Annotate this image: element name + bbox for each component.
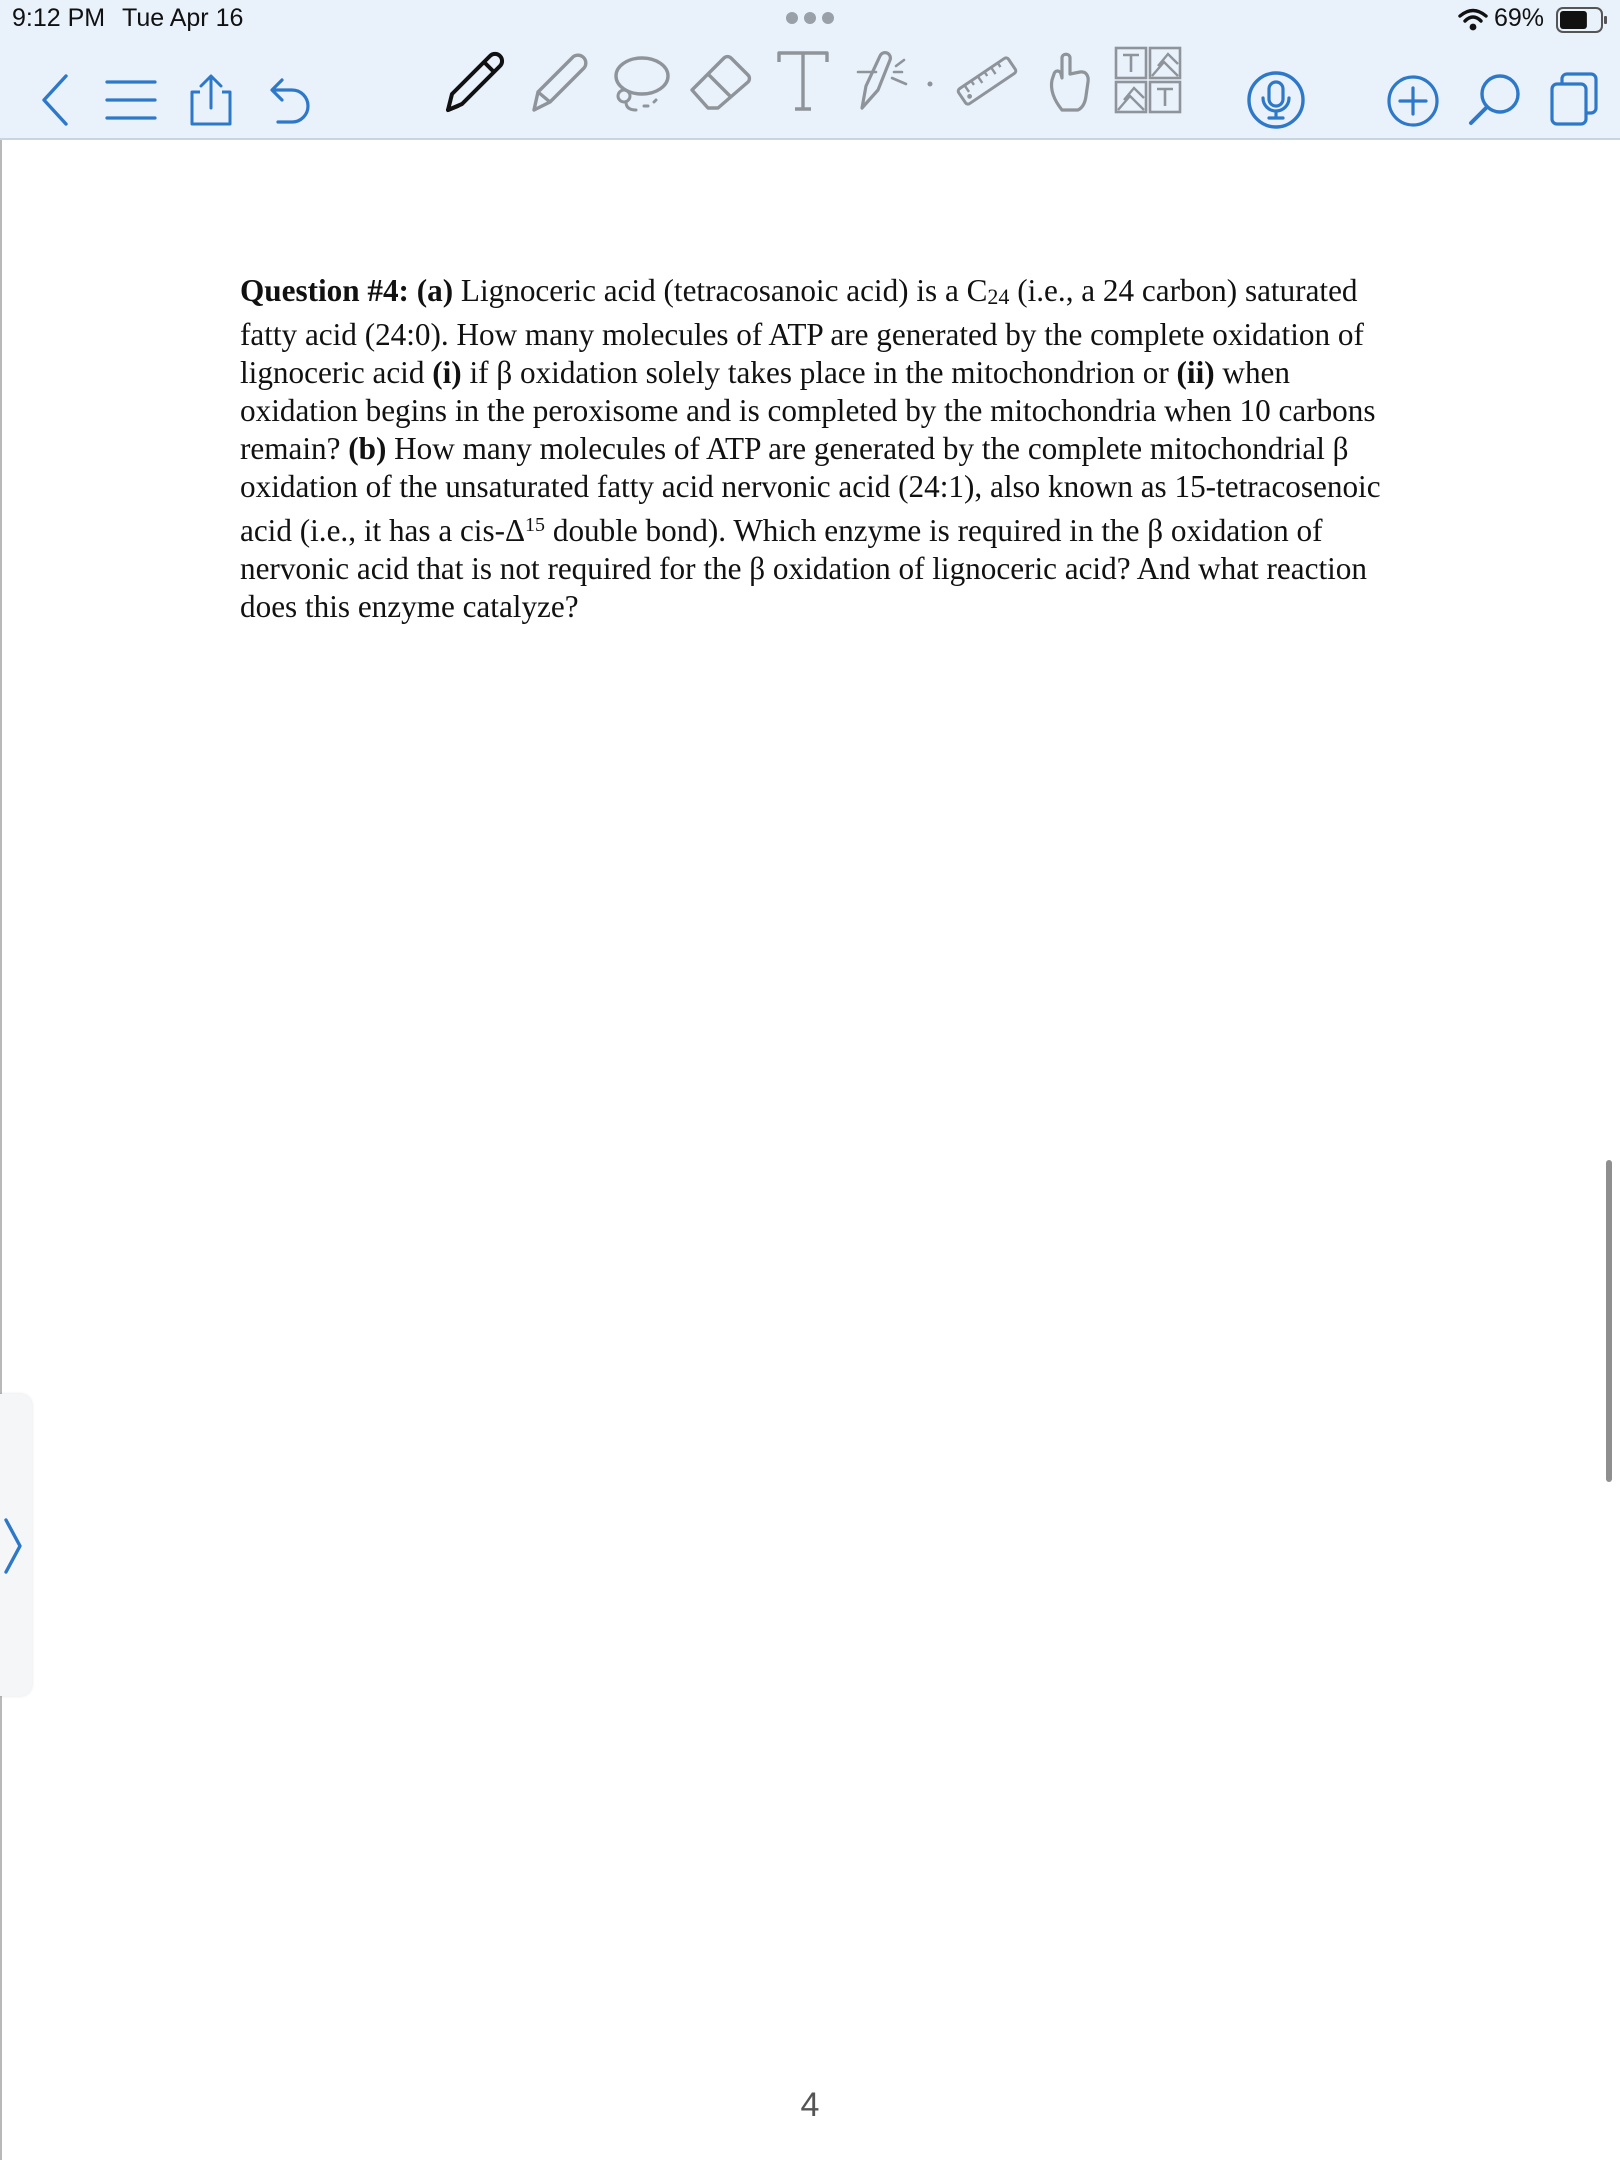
status-time: 9:12 PM bbox=[12, 4, 106, 32]
part-i-label: (i) bbox=[432, 355, 462, 390]
hand-tool-icon[interactable] bbox=[1046, 50, 1092, 114]
part-ii-label: (ii) bbox=[1176, 355, 1215, 390]
wifi-icon bbox=[1458, 8, 1488, 32]
add-page-icon[interactable] bbox=[1386, 74, 1440, 128]
question-text-segment: if β oxidation solely takes place in the mitochondrion or bbox=[461, 355, 1177, 390]
menu-list-icon[interactable] bbox=[104, 76, 158, 124]
share-icon[interactable] bbox=[188, 74, 234, 126]
multitasking-dots-icon[interactable] bbox=[786, 12, 834, 26]
pen-icon[interactable] bbox=[440, 46, 510, 116]
sidebar-toggle-tab[interactable] bbox=[0, 1394, 32, 1696]
ruler-icon[interactable] bbox=[954, 52, 1020, 110]
delta-superscript: 15 bbox=[525, 514, 546, 536]
text-tool-icon[interactable] bbox=[776, 50, 830, 112]
question-text bbox=[240, 272, 1400, 626]
question-text-segment: double bond). Which enzyme is required in the β oxidation of nervonic acid that is not required for the β oxidation of lignoceric acid? And what reaction does this enzyme catalyze? bbox=[240, 513, 1367, 624]
image-text-grid-icon[interactable] bbox=[1114, 46, 1182, 114]
question-text-segment: How many molecules of ATP are generated by the complete mitochondrial β oxidation of the unsaturated fatty acid nervonic acid (24:1), also known as 15-tetracosenoic acid (i.e., it has a cis-Δ bbox=[240, 431, 1381, 548]
chevron-right-icon bbox=[2, 1516, 24, 1576]
back-chevron-icon[interactable] bbox=[38, 74, 72, 126]
eraser-icon[interactable] bbox=[686, 50, 754, 112]
question-text-segment: (i.e., a 24 carbon) saturated fatty acid (24:0). How many molecules of ATP are generated by the complete oxidation of lignoceric acid bbox=[240, 273, 1364, 390]
part-b-label: (b) bbox=[348, 431, 387, 466]
sparkle-pen-icon[interactable] bbox=[848, 50, 934, 112]
question-text-segment: Lignoceric acid (tetracosanoic acid) is a C bbox=[453, 273, 988, 308]
pages-icon[interactable] bbox=[1548, 70, 1600, 128]
carbon-subscript: 24 bbox=[987, 284, 1010, 309]
question-label: Question #4: bbox=[240, 273, 409, 308]
battery-percentage: 69% bbox=[1494, 4, 1545, 32]
search-icon[interactable] bbox=[1466, 72, 1522, 128]
microphone-icon[interactable] bbox=[1246, 70, 1306, 130]
highlighter-icon[interactable] bbox=[528, 48, 596, 114]
battery-icon bbox=[1556, 7, 1608, 33]
vertical-scrollbar[interactable] bbox=[1606, 1160, 1612, 1482]
status-date: Tue Apr 16 bbox=[122, 4, 244, 32]
question-text-segment: when oxidation begins in the peroxisome and is completed by the mitochondria when 10 carbons remain? bbox=[240, 355, 1376, 466]
page-number: 4 bbox=[800, 2086, 820, 2124]
undo-icon[interactable] bbox=[268, 74, 314, 126]
lasso-icon[interactable] bbox=[608, 50, 672, 114]
app-header bbox=[0, 0, 1620, 140]
part-a-label: (a) bbox=[416, 273, 454, 308]
